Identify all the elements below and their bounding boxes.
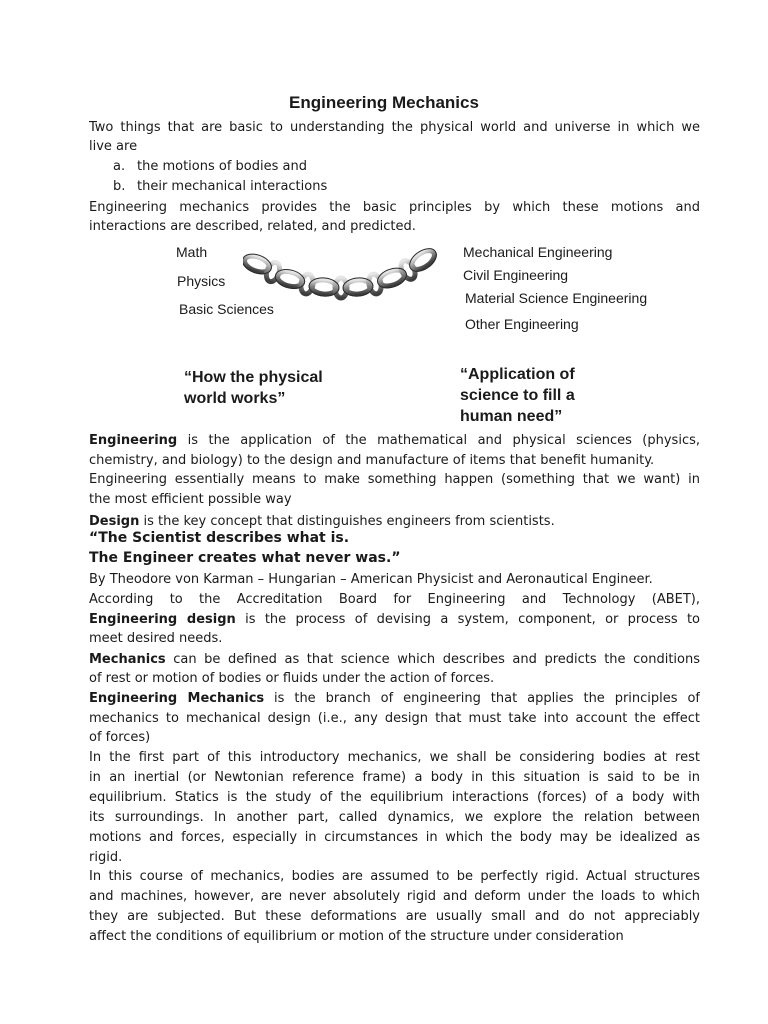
engineering-def-line-2: chemistry, and biology) to the design and manufacture of items that benefit humanity. (89, 453, 655, 468)
quote-line-1: “The Scientist describes what is. (89, 530, 350, 546)
quote-attribution: By Theodore von Karman – Hungarian – American Physicist and Aeronautical Engineer. (89, 572, 653, 587)
rigid-line-1: In this course of mechanics, bodies are assumed to be perfectly rigid. Actual structures (89, 869, 700, 884)
figure-left-item: Math (176, 244, 208, 260)
para1-line-2: interactions are described, related, and predicted. (89, 219, 416, 234)
rigid-line-3: they are subjected. But these deformations are usually small and do not appreciably (89, 909, 700, 924)
eng-mech-line-2: mechanics to mechanical design (i.e., any design that must take into account the effect (89, 711, 700, 726)
eng-mech-line-3: of forces) (89, 730, 151, 745)
quote-line-2: The Engineer creates what never was.” (89, 550, 401, 566)
statics-line-6: rigid. (89, 850, 123, 865)
term-engineering: Engineering (89, 433, 178, 448)
list-item-b: their mechanical interactions (137, 179, 328, 194)
statics-line-1: In the first part of this introductory mechanics, we shall be considering bodies at rest (89, 750, 700, 765)
figure-right-item: Mechanical Engineering (463, 244, 613, 260)
page-title: Engineering Mechanics (289, 93, 479, 112)
term-design: Design (89, 514, 140, 529)
engineering-def-line-4: the most efficient possible way (89, 492, 292, 507)
rigid-line-2: and machines, however, are never absolutely rigid and deform under the loads to which (89, 889, 700, 904)
statics-line-5: motions and forces, especially in circumstances in which the body may be idealized as (89, 830, 700, 845)
abet-line-1: According to the Accreditation Board for Engineering and Technology (ABET), (89, 592, 700, 607)
statics-line-4: its surroundings. In another part, called dynamics, we explore the relation between (89, 810, 700, 825)
figure-right-item: Material Science Engineering (465, 290, 648, 306)
engineering-def-line-3: Engineering essentially means to make something happen (something that we want) in (89, 472, 700, 487)
design-text: is the key concept that distinguishes engineers from scientists. (139, 514, 555, 529)
engineering-def-line-1 (89, 431, 700, 450)
abet-line-2 (89, 610, 700, 629)
list-item-a: the motions of bodies and (137, 159, 307, 174)
term-engineering-mechanics: Engineering Mechanics (89, 691, 265, 706)
para1-line-1: Engineering mechanics provides the basic principles by which these motions and (89, 200, 700, 215)
intro-line-2: live are (89, 139, 138, 154)
eng-mech-line-1 (89, 689, 700, 708)
figure-right-quote: “Application of science to fill a human need” (460, 366, 575, 425)
engineering-def-text: is the application of the mathematical and physical sciences (physics, (177, 433, 700, 448)
statics-line-3: equilibrium. Statics is the study of the equilibrium interactions (forces) of a body with (89, 790, 700, 805)
abet-text: is the process of devising a system, component, or process to (235, 612, 700, 627)
statics-line-2: in an inertial (or Newtonian reference frame) a body in this situation is said to be in (89, 770, 700, 785)
figure-right-item: Other Engineering (465, 316, 579, 332)
figure-left-item: Basic Sciences (179, 301, 274, 317)
mechanics-line-2: of rest or motion of bodies or fluids under the action of forces. (89, 671, 495, 686)
abet-line-3: meet desired needs. (89, 631, 223, 646)
list-marker-b: b. (113, 179, 126, 194)
term-engineering-design: Engineering design (89, 612, 236, 627)
chain-image (243, 246, 438, 316)
intro-line-1: Two things that are basic to understanding the physical world and universe in which we (89, 120, 700, 135)
eng-mech-text: is the branch of engineering that applies the principles of (264, 691, 700, 706)
figure-right-item: Civil Engineering (463, 267, 569, 283)
figure-left-quote: “How the physical world works” (184, 369, 323, 407)
figure-left-item: Physics (177, 273, 226, 289)
term-mechanics: Mechanics (89, 652, 166, 667)
list-marker-a: a. (113, 159, 126, 174)
mechanics-line-1 (89, 650, 700, 669)
rigid-line-4: affect the conditions of equilibrium or motion of the structure under consideration (89, 929, 624, 944)
mechanics-text: can be defined as that science which describes and predicts the conditions (165, 652, 700, 667)
